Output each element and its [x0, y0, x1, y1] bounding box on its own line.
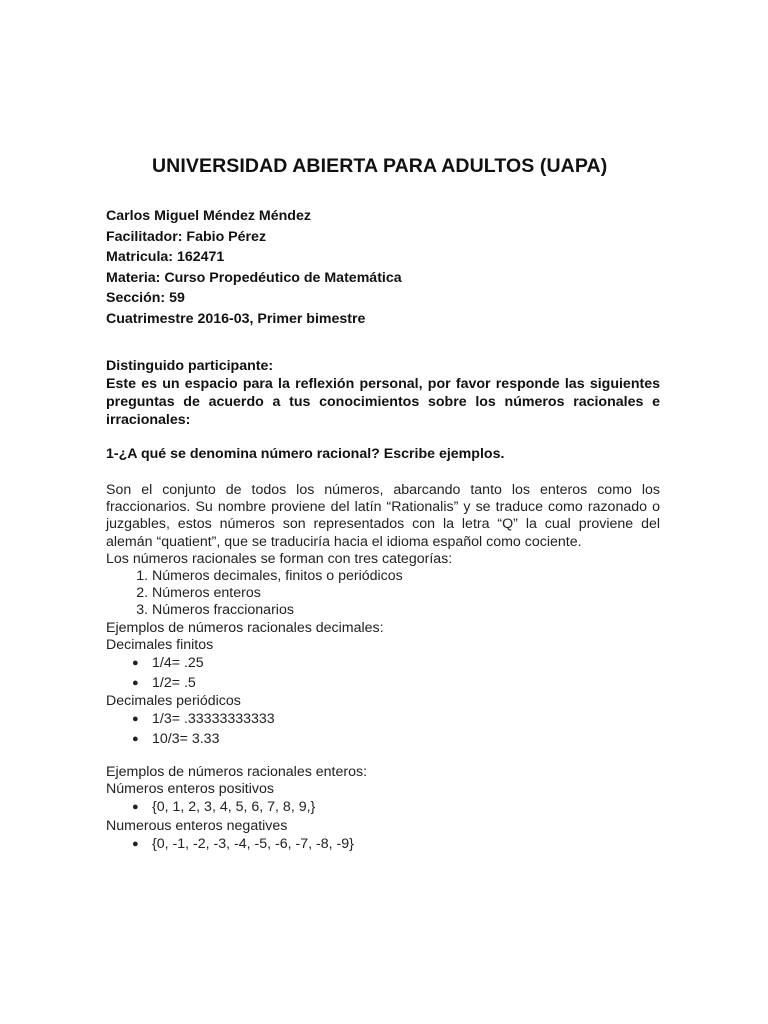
- integer-examples-intro: Ejemplos de números racionales enteros:: [106, 763, 368, 780]
- finite-decimals-label: Decimales finitos: [106, 636, 214, 653]
- list-item: 2. Números enteros: [152, 585, 660, 602]
- document-title: UNIVERSIDAD ABIERTA PARA ADULTOS (UAPA): [152, 155, 608, 177]
- intro-text: Este es un espacio para la reflexión personal, por favor responde las siguientes preguntas de acuerdo a tus conocimientos sobre los números racionales e irracionales:: [106, 376, 660, 428]
- matricula-line: Matricula: 162471: [106, 249, 225, 266]
- list-item: ● 1/4= .25: [152, 654, 660, 674]
- list-item: 1. Números decimales, finitos o periódicos: [152, 568, 660, 585]
- intro-block: [106, 357, 660, 429]
- bullet-icon: ●: [132, 657, 139, 670]
- negative-integers-label: Numerous enteros negatives: [106, 817, 288, 834]
- negative-integers-list: [106, 835, 660, 855]
- question-1: 1-¿A qué se denomina número racional? Escribe ejemplos.: [106, 446, 505, 462]
- list-item: ● {0, -1, -2, -3, -4, -5, -6, -7, -8, -9}: [152, 835, 660, 855]
- term-line: Cuatrimestre 2016-03, Primer bimestre: [106, 310, 366, 327]
- list-item: ● 1/3= .33333333333: [152, 710, 660, 730]
- answer-block: [106, 482, 660, 854]
- bullet-icon: ●: [132, 801, 139, 814]
- student-info-block: [106, 206, 402, 330]
- answer-paragraph: Son el conjunto de todos los números, abarcando tanto los enteros como los fraccionarios. Su nombre proviene del latín “Rationalis” y se traduce como razonado o juzgables, estos números son representados con la letra “Q” la cual proviene del alemán “quatient”, que se traduciría hacia el idioma español como cociente.: [106, 482, 660, 550]
- categories-list: [106, 568, 660, 620]
- intro-greeting: Distinguido participante:: [106, 358, 274, 374]
- bullet-icon: ●: [132, 837, 139, 850]
- section-line: Sección: 59: [106, 290, 185, 307]
- subject-line: Materia: Curso Propedéutico de Matemática: [106, 269, 402, 286]
- list-item: 3. Números fraccionarios: [152, 602, 660, 619]
- decimal-examples-intro: Ejemplos de números racionales decimales:: [106, 619, 384, 636]
- periodic-decimals-label: Decimales periódicos: [106, 693, 241, 710]
- list-item: ● 10/3= 3.33: [152, 730, 660, 750]
- finite-decimals-list: [106, 654, 660, 693]
- periodic-decimals-list: [106, 710, 660, 749]
- bullet-icon: ●: [132, 733, 139, 746]
- positive-integers-label: Números enteros positivos: [106, 780, 274, 797]
- positive-integers-list: [106, 798, 660, 818]
- bullet-icon: ●: [132, 676, 139, 689]
- student-name: Carlos Miguel Méndez Méndez: [106, 208, 311, 224]
- list-item: ● {0, 1, 2, 3, 4, 5, 6, 7, 8, 9,}: [152, 798, 660, 818]
- list-item: ● 1/2= .5: [152, 674, 660, 694]
- facilitator-line: Facilitador: Fabio Pérez: [106, 228, 267, 245]
- categories-intro: Los números racionales se forman con tres categorías:: [106, 550, 453, 567]
- bullet-icon: ●: [132, 713, 139, 726]
